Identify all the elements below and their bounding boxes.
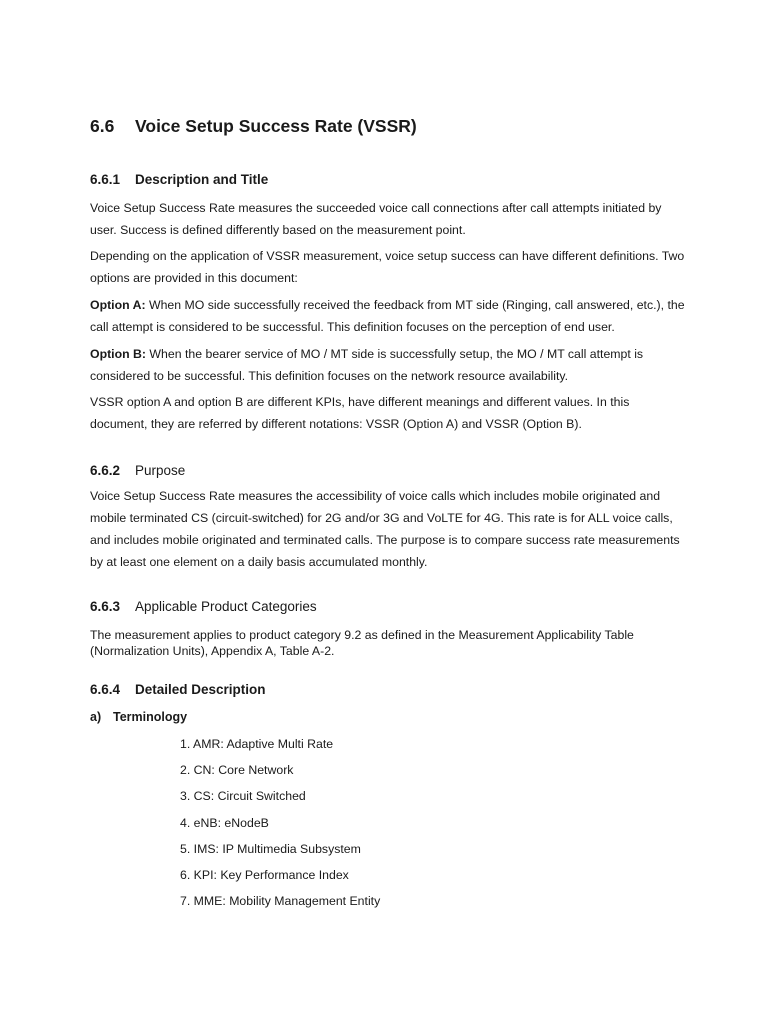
option-a-label: Option A: bbox=[90, 298, 146, 312]
terminology-letter: a) bbox=[90, 710, 102, 724]
list-item: 1. AMR: Adaptive Multi Rate bbox=[180, 737, 334, 751]
subsection-number: 6.6.1 bbox=[90, 172, 121, 187]
subsection-number: 6.6.3 bbox=[90, 599, 121, 614]
list-item: 4. eNB: eNodeB bbox=[180, 815, 269, 830]
list-item: 3. CS: Circuit Switched bbox=[180, 789, 306, 804]
paragraph-option-b bbox=[90, 343, 685, 387]
paragraph-definitions: Depending on the application of VSSR measurement, voice setup success can have different definitions. Two options are provided in this document: bbox=[90, 249, 685, 285]
subsection-heading-6-6-1 bbox=[90, 172, 268, 187]
option-b-label: Option B: bbox=[90, 347, 147, 361]
subsection-title: Purpose bbox=[135, 463, 186, 478]
section-number: 6.6 bbox=[90, 116, 115, 136]
subsection-title: Applicable Product Categories bbox=[135, 599, 317, 614]
list-item: 5. IMS: IP Multimedia Subsystem bbox=[180, 841, 361, 856]
subsection-heading-6-6-2 bbox=[90, 463, 185, 478]
paragraph-purpose: Voice Setup Success Rate measures the accessibility of voice calls which includes mobile originated and mobile terminated CS (circuit-switched) for 2G and/or 3G and VoLTE for 4G. This rate is for ALL voice calls, and includes mobile originated and terminated calls. The purpose is to compare success rate measurements by at least one element on a daily basis accumulated monthly. bbox=[90, 489, 680, 569]
subsection-number: 6.6.2 bbox=[90, 463, 121, 478]
option-a-text: When MO side successfully received the feedback from MT side (Ringing, call answered, etc.), the call attempt is considered to be successful. This definition focuses on the perception of end user. bbox=[90, 298, 685, 334]
terminology-heading bbox=[90, 710, 187, 724]
subsection-heading-6-6-3 bbox=[90, 599, 317, 614]
list-item: 6. KPI: Key Performance Index bbox=[180, 867, 349, 882]
list-item: 7. MME: Mobility Management Entity bbox=[180, 894, 381, 909]
subsection-number: 6.6.4 bbox=[90, 682, 121, 697]
paragraph-option-a bbox=[90, 294, 685, 338]
paragraph-description: Voice Setup Success Rate measures the succeeded voice call connections after call attempts initiated by user. Success is defined differently based on the measurement point. bbox=[90, 201, 662, 237]
terminology-title: Terminology bbox=[113, 710, 188, 724]
subsection-heading-6-6-4 bbox=[90, 682, 266, 697]
terminology-list bbox=[180, 735, 380, 918]
option-b-text: When the bearer service of MO / MT side is successfully setup, the MO / MT call attempt is considered to be successful. This definition focuses on the network resource availability. bbox=[90, 347, 644, 383]
subsection-title: Description and Title bbox=[135, 172, 269, 187]
list-item: 2. CN: Core Network bbox=[180, 763, 294, 778]
paragraph-vssr-notation: VSSR option A and option B are different KPIs, have different meanings and different values. In this document, they are referred by different notations: VSSR (Option A) and VSSR (Option B). bbox=[90, 395, 630, 431]
section-heading bbox=[90, 116, 417, 137]
subsection-title: Detailed Description bbox=[135, 682, 266, 697]
paragraph-applicability: The measurement applies to product category 9.2 as defined in the Measurement Applicability Table (Normalization Units), Appendix A, Table A-2. bbox=[90, 628, 634, 658]
section-title: Voice Setup Success Rate (VSSR) bbox=[135, 116, 417, 136]
